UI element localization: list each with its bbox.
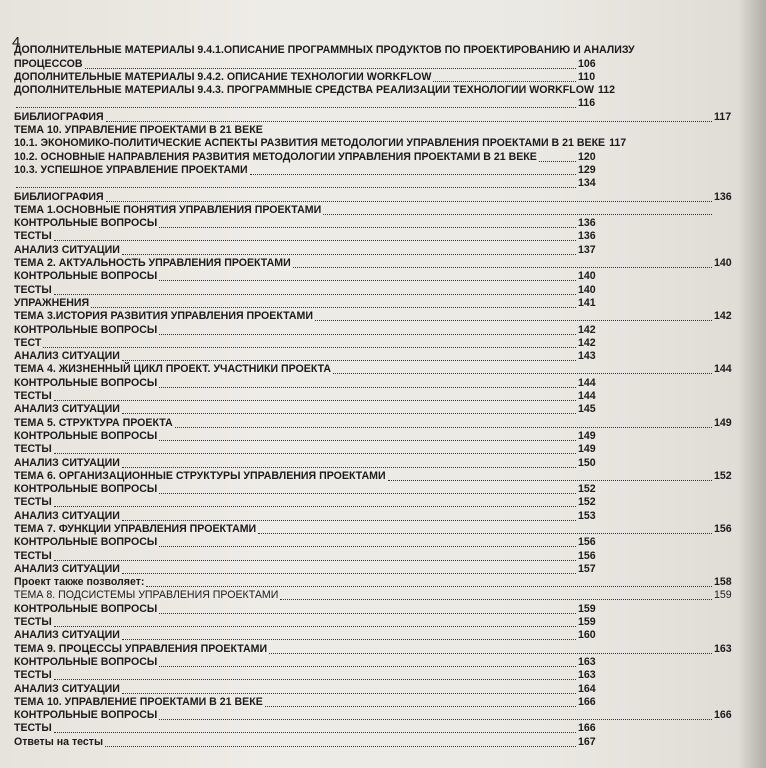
toc-entry-title: АНАЛИЗ СИТУАЦИИ xyxy=(14,456,120,469)
toc-entry-page: 149 xyxy=(714,416,732,429)
toc-entry xyxy=(14,443,732,456)
toc-entry-page: 144 xyxy=(714,363,732,376)
toc-entry xyxy=(14,549,732,562)
toc-entry xyxy=(14,190,732,203)
toc-entry xyxy=(14,722,732,735)
toc-dot-leader xyxy=(433,80,576,82)
toc-entry xyxy=(14,177,732,190)
toc-dot-leader xyxy=(16,106,576,108)
toc-dot-leader xyxy=(122,412,576,414)
toc-entry-page: 163 xyxy=(714,642,732,655)
toc-entry xyxy=(14,71,732,84)
toc-entry xyxy=(14,536,732,549)
toc-dot-leader xyxy=(54,625,576,627)
toc-entry xyxy=(14,709,732,722)
toc-entry xyxy=(14,403,732,416)
toc-entry xyxy=(14,470,732,483)
toc-entry-title: ТЕСТЫ xyxy=(14,443,52,456)
toc-entry-page: 164 xyxy=(578,682,596,695)
toc-entry xyxy=(14,283,732,296)
toc-entry xyxy=(14,204,732,217)
toc-entry-page: 156 xyxy=(578,536,596,549)
toc-entry xyxy=(14,642,732,655)
toc-entry xyxy=(14,616,732,629)
toc-dot-leader xyxy=(122,692,576,694)
toc-dot-leader xyxy=(54,559,576,561)
toc-entry-title: ТЕМА 1.ОСНОВНЫЕ ПОНЯТИЯ УПРАВЛЕНИЯ ПРОЕКТАМИ xyxy=(14,203,322,216)
toc-entry-page: 142 xyxy=(578,336,596,349)
toc-dot-leader xyxy=(250,173,576,175)
toc-entry-title: УПРАЖНЕНИЯ xyxy=(14,296,90,309)
toc-entry-page: 157 xyxy=(578,562,596,575)
toc-entry xyxy=(14,656,732,669)
toc-entry xyxy=(14,350,732,363)
toc-dot-leader xyxy=(54,731,576,733)
toc-entry-title: БИБЛИОГРАФИЯ xyxy=(14,110,104,123)
toc-entry-title: ТЕСТЫ xyxy=(14,722,52,735)
toc-entry xyxy=(14,257,732,270)
toc-entry-title: ДОПОЛНИТЕЛЬНЫЕ МАТЕРИАЛЫ 9.4.2. ОПИСАНИЕ ТЕХНОЛОГИИ WORKFLOW xyxy=(14,70,432,83)
toc-entry-page: 158 xyxy=(714,576,732,589)
toc-entry xyxy=(14,629,732,642)
toc-dot-leader xyxy=(159,333,576,335)
toc-entry xyxy=(14,696,732,709)
toc-entry-title: ТЕМА 3.ИСТОРИЯ РАЗВИТИЯ УПРАВЛЕНИЯ ПРОЕКТАМИ xyxy=(14,310,313,323)
toc-entry-title: ТЕМА 7. ФУНКЦИИ УПРАВЛЕНИЯ ПРОЕКТАМИ xyxy=(14,522,257,535)
toc-entry xyxy=(14,110,732,123)
toc-entry-page: 145 xyxy=(578,403,596,416)
toc-entry-title: КОНТРОЛЬНЫЕ ВОПРОСЫ xyxy=(14,655,158,668)
toc-entry xyxy=(14,137,732,150)
toc-entry-page: 159 xyxy=(714,589,732,602)
toc-dot-leader xyxy=(122,638,576,640)
toc-entry xyxy=(14,243,732,256)
toc-entry-page: 153 xyxy=(578,509,596,522)
toc-entry xyxy=(14,523,732,536)
toc-entry-title: КОНТРОЛЬНЫЕ ВОПРОСЫ xyxy=(14,483,158,496)
toc-entry-title: 10.3. УСПЕШНОЕ УПРАВЛЕНИЕ ПРОЕКТАМИ xyxy=(14,163,248,176)
toc-entry-page: 120 xyxy=(578,150,596,163)
toc-entry xyxy=(14,509,732,522)
toc-entry-title: БИБЛИОГРАФИЯ xyxy=(14,190,104,203)
toc-entry-page: 166 xyxy=(578,695,596,708)
toc-entry-title: КОНТРОЛЬНЫЕ ВОПРОСЫ xyxy=(14,376,158,389)
toc-entry xyxy=(14,496,732,509)
toc-entry-page: 166 xyxy=(714,709,732,722)
toc-entry-page: 137 xyxy=(578,243,596,256)
toc-entry xyxy=(14,217,732,230)
toc-entry xyxy=(14,390,732,403)
toc-entry xyxy=(14,164,732,177)
toc-dot-leader xyxy=(146,585,712,587)
toc-entry-title: АНАЛИЗ СИТУАЦИИ xyxy=(14,509,120,522)
toc-dot-leader xyxy=(265,705,576,707)
toc-dot-leader xyxy=(54,399,576,401)
toc-entry xyxy=(14,124,732,137)
toc-dot-leader xyxy=(315,319,712,321)
toc-entry-page: 140 xyxy=(714,257,732,270)
toc-entry-page: 150 xyxy=(578,456,596,469)
toc-entry-title: ТЕСТЫ xyxy=(14,230,52,243)
toc-entry-title: ТЕСТЫ xyxy=(14,390,52,403)
toc-dot-leader xyxy=(175,426,712,428)
toc-dot-leader xyxy=(269,652,712,654)
toc-dot-leader xyxy=(122,519,576,521)
toc-dot-leader xyxy=(159,386,576,388)
toc-dot-leader xyxy=(105,745,576,747)
toc-entry-page: 152 xyxy=(578,483,596,496)
toc-entry-title: ТЕСТ xyxy=(14,336,42,349)
toc-dot-leader xyxy=(54,239,576,241)
toc-dot-leader xyxy=(159,545,576,547)
toc-entry xyxy=(14,430,732,443)
toc-dot-leader xyxy=(54,678,576,680)
toc-entry-page: 156 xyxy=(714,522,732,535)
toc-entry-title: ТЕМА 6. ОРГАНИЗАЦИОННЫЕ СТРУКТУРЫ УПРАВЛЕНИЯ ПРОЕКТАМИ xyxy=(14,469,386,482)
toc-entry-title: ТЕМА 5. СТРУКТУРА ПРОЕКТА xyxy=(14,416,173,429)
toc-entry-page: 110 xyxy=(578,70,596,83)
page-edge-shadow xyxy=(738,0,766,768)
toc-dot-leader xyxy=(323,213,712,215)
page-number: 4 xyxy=(12,34,21,51)
toc-entry-page: 117 xyxy=(714,110,732,123)
toc-dot-leader xyxy=(54,452,576,454)
toc-entry-page: 142 xyxy=(714,310,732,323)
toc-entry-title: КОНТРОЛЬНЫЕ ВОПРОСЫ xyxy=(14,602,158,615)
toc-entry-page: 152 xyxy=(578,496,596,509)
toc-entry-page: 136 xyxy=(578,230,596,243)
toc-dot-leader xyxy=(280,598,712,600)
toc-dot-leader xyxy=(122,253,576,255)
toc-dot-leader xyxy=(91,306,576,308)
toc-entry xyxy=(14,44,732,57)
toc-entry xyxy=(14,337,732,350)
toc-entry-title: КОНТРОЛЬНЫЕ ВОПРОСЫ xyxy=(14,709,158,722)
toc-entry xyxy=(14,363,732,376)
toc-dot-leader xyxy=(106,120,712,122)
toc-dot-leader xyxy=(85,67,576,69)
toc-entry-page: 143 xyxy=(578,350,596,363)
toc-entry-page: 144 xyxy=(578,390,596,403)
toc-entry-title: ДОПОЛНИТЕЛЬНЫЕ МАТЕРИАЛЫ 9.4.3. ПРОГРАММНЫЕ СРЕДСТВА РЕАЛИЗАЦИИ ТЕХНОЛОГИИ WORKFLOW xyxy=(14,84,594,97)
toc-entry xyxy=(14,376,732,389)
toc-entry-page: 141 xyxy=(578,296,596,309)
toc-entry-title: 10.2. ОСНОВНЫЕ НАПРАВЛЕНИЯ РАЗВИТИЯ МЕТОДОЛОГИИ УПРАВЛЕНИЯ ПРОЕКТАМИ В 21 ВЕКЕ xyxy=(14,150,537,163)
toc-entry xyxy=(14,456,732,469)
toc-entry xyxy=(14,310,732,323)
toc-entry-title: АНАЛИЗ СИТУАЦИИ xyxy=(14,350,120,363)
toc-entry xyxy=(14,150,732,163)
toc-entry-title: Проект также позволяет: xyxy=(14,576,145,589)
toc-entry xyxy=(14,563,732,576)
toc-entry-page: 156 xyxy=(578,549,596,562)
toc-dot-leader xyxy=(539,160,576,162)
toc-dot-leader xyxy=(388,479,712,481)
toc-entry-page: 117 xyxy=(609,137,627,150)
toc-entry-page: 144 xyxy=(578,376,596,389)
toc-entry xyxy=(14,57,732,70)
toc-entry xyxy=(14,84,732,97)
toc-entry xyxy=(14,682,732,695)
toc-entry-title: ПРОЦЕССОВ xyxy=(14,57,83,70)
toc-entry-title: ТЕСТЫ xyxy=(14,283,52,296)
toc-entry-title: АНАЛИЗ СИТУАЦИИ xyxy=(14,682,120,695)
toc-entry-page: 142 xyxy=(578,323,596,336)
toc-entry-page: 140 xyxy=(578,283,596,296)
toc-entry-title: ДОПОЛНИТЕЛЬНЫЕ МАТЕРИАЛЫ 9.4.1.ОПИСАНИЕ ПРОГРАММНЫХ ПРОДУКТОВ ПО ПРОЕКТИРОВАНИЮ И АНАЛИЗУ xyxy=(14,44,635,57)
toc-entry xyxy=(14,589,732,602)
toc-entry-page: 159 xyxy=(578,616,596,629)
toc-entry-page: 166 xyxy=(578,722,596,735)
toc-entry xyxy=(14,735,732,748)
toc-entry-page: 140 xyxy=(578,270,596,283)
toc-dot-leader xyxy=(333,372,712,374)
toc-dot-leader xyxy=(159,492,576,494)
toc-dot-leader xyxy=(159,718,712,720)
toc-entry xyxy=(14,602,732,615)
toc-entry-page: 136 xyxy=(578,217,596,230)
toc-entry-title: ТЕМА 8. ПОДСИСТЕМЫ УПРАВЛЕНИЯ ПРОЕКТАМИ xyxy=(14,589,279,602)
toc-entry-page: 152 xyxy=(714,469,732,482)
table-of-contents xyxy=(14,44,732,749)
toc-entry xyxy=(14,416,732,429)
toc-dot-leader xyxy=(122,466,576,468)
toc-entry-title: АНАЛИЗ СИТУАЦИИ xyxy=(14,562,120,575)
toc-entry-title: КОНТРОЛЬНЫЕ ВОПРОСЫ xyxy=(14,270,158,283)
toc-entry xyxy=(14,669,732,682)
toc-entry-page: 149 xyxy=(578,443,596,456)
toc-dot-leader xyxy=(16,186,576,188)
toc-entry-page: 159 xyxy=(578,602,596,615)
toc-entry-title: ТЕСТЫ xyxy=(14,669,52,682)
toc-entry xyxy=(14,230,732,243)
toc-entry-page: 106 xyxy=(578,57,596,70)
toc-entry-page: 163 xyxy=(578,655,596,668)
toc-dot-leader xyxy=(258,532,712,534)
toc-dot-leader xyxy=(159,665,576,667)
toc-entry-title: КОНТРОЛЬНЫЕ ВОПРОСЫ xyxy=(14,323,158,336)
toc-dot-leader xyxy=(54,505,576,507)
toc-entry-page: 116 xyxy=(578,97,596,110)
toc-entry-title: 10.1. ЭКОНОМИКО-ПОЛИТИЧЕСКИЕ АСПЕКТЫ РАЗВИТИЯ МЕТОДОЛОГИИ УПРАВЛЕНИЯ ПРОЕКТАМИ В 21 ВЕКЕ xyxy=(14,137,606,150)
toc-entry xyxy=(14,270,732,283)
toc-dot-leader xyxy=(265,134,576,135)
toc-entry-page: 163 xyxy=(578,669,596,682)
toc-entry-title: ТЕМА 2. АКТУАЛЬНОСТЬ УПРАВЛЕНИЯ ПРОЕКТАМИ xyxy=(14,257,291,270)
toc-entry-title: АНАЛИЗ СИТУАЦИИ xyxy=(14,403,120,416)
toc-entry xyxy=(14,297,732,310)
toc-entry-page: 167 xyxy=(578,735,596,748)
toc-entry-page: 160 xyxy=(578,629,596,642)
toc-entry-page: 136 xyxy=(714,190,732,203)
toc-entry-title: ТЕМА 4. ЖИЗНЕННЫЙ ЦИКЛ ПРОЕКТ. УЧАСТНИКИ ПРОЕКТА xyxy=(14,363,332,376)
toc-dot-leader xyxy=(122,359,576,361)
toc-dot-leader xyxy=(159,226,576,228)
toc-entry-title: КОНТРОЛЬНЫЕ ВОПРОСЫ xyxy=(14,429,158,442)
toc-dot-leader xyxy=(159,279,576,281)
toc-entry xyxy=(14,483,732,496)
toc-entry-title: АНАЛИЗ СИТУАЦИИ xyxy=(14,243,120,256)
toc-dot-leader xyxy=(122,572,576,574)
toc-entry-page: 129 xyxy=(578,163,596,176)
toc-dot-leader xyxy=(159,612,576,614)
toc-dot-leader xyxy=(43,346,576,348)
toc-entry-title: Ответы на тесты xyxy=(14,735,104,748)
toc-entry-title: АНАЛИЗ СИТУАЦИИ xyxy=(14,629,120,642)
toc-entry-title: ТЕМА 9. ПРОЦЕССЫ УПРАВЛЕНИЯ ПРОЕКТАМИ xyxy=(14,642,268,655)
toc-dot-leader xyxy=(293,266,712,268)
toc-entry-page: 112 xyxy=(597,84,616,97)
toc-entry-page: 149 xyxy=(578,429,596,442)
toc-entry-title: КОНТРОЛЬНЫЕ ВОПРОСЫ xyxy=(14,217,158,230)
toc-entry-title: ТЕСТЫ xyxy=(14,496,52,509)
toc-entry-title: КОНТРОЛЬНЫЕ ВОПРОСЫ xyxy=(14,536,158,549)
toc-entry-title: ТЕСТЫ xyxy=(14,616,52,629)
toc-entry xyxy=(14,97,732,110)
toc-entry-page: 134 xyxy=(578,177,596,190)
toc-entry xyxy=(14,576,732,589)
toc-entry-title: ТЕСТЫ xyxy=(14,549,52,562)
toc-dot-leader xyxy=(106,200,712,202)
toc-dot-leader xyxy=(54,293,576,295)
toc-entry-title: ТЕМА 10. УПРАВЛЕНИЕ ПРОЕКТАМИ В 21 ВЕКЕ xyxy=(14,124,263,137)
toc-entry xyxy=(14,323,732,336)
toc-entry-title: ТЕМА 10. УПРАВЛЕНИЕ ПРОЕКТАМИ В 21 ВЕКЕ xyxy=(14,695,263,708)
toc-dot-leader xyxy=(159,439,576,441)
